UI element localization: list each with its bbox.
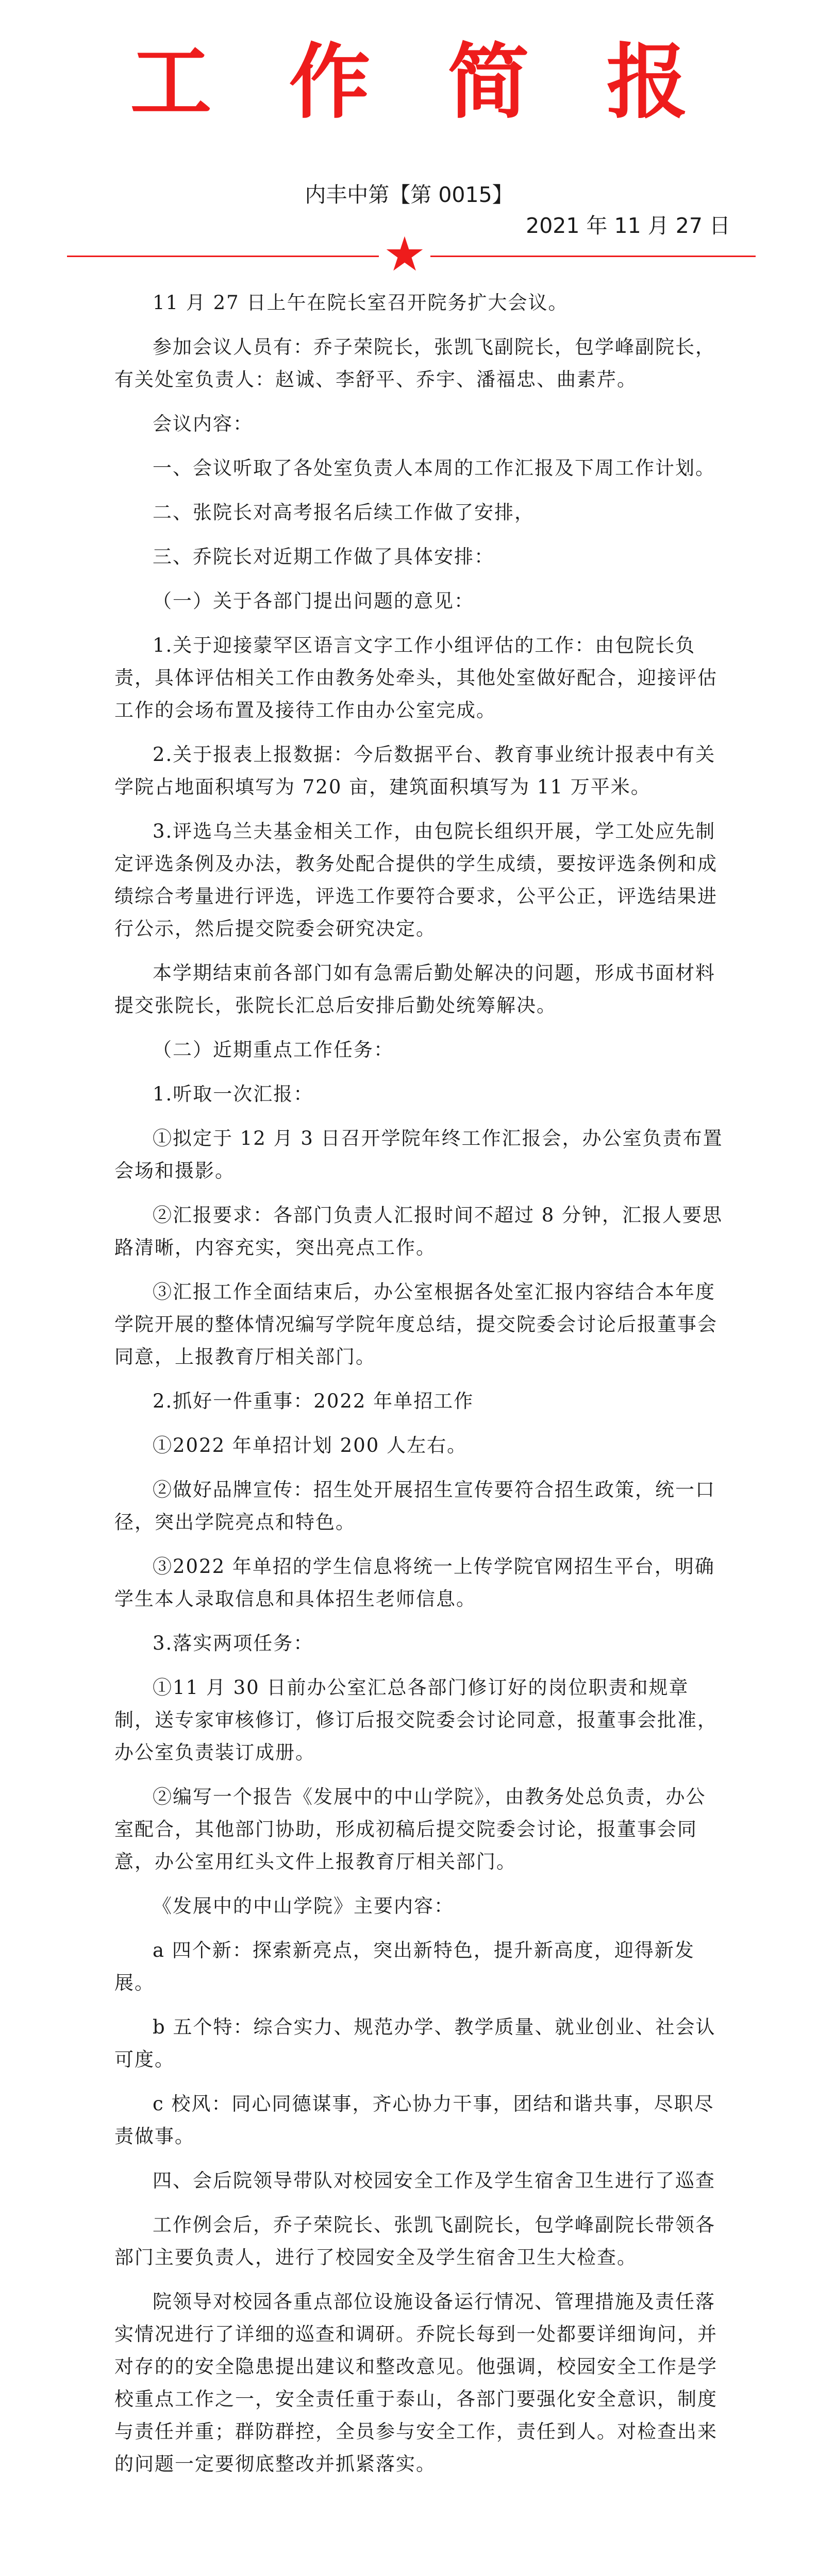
paragraph: ③2022 年单招的学生信息将统一上传学院官网招生平台，明确学生本人录取信息和具体招生老师信息。 xyxy=(114,1555,715,1610)
paragraph: 参加会议人员有：乔子荣院长，张凯飞副院长，包学峰副院长，有关处室负责人：赵诚、李舒平、乔宇、潘福忠、曲素芹。 xyxy=(114,336,715,391)
paragraph: ①2022 年单招计划 200 人左右。 xyxy=(153,1434,468,1456)
issue-number: 内丰中第【第 0015】 xyxy=(305,182,513,207)
paragraph: 一、会议听取了各处室负责人本周的工作汇报及下周工作计划。 xyxy=(153,457,715,479)
paragraph: ①拟定于 12 月 3 日召开学院年终工作汇报会，办公室负责布置会场和摄影。 xyxy=(114,1127,723,1182)
red-star-icon: ★ xyxy=(379,229,430,280)
paragraph: ②汇报要求：各部门负责人汇报时间不超过 8 分钟，汇报人要思路清晰，内容充实，突出亮点工作。 xyxy=(114,1204,723,1259)
paragraph: ③汇报工作全面结束后，办公室根据各处室汇报内容结合本年度学院开展的整体情况编写学院年度总结，提交院委会讨论后报董事会同意，上报教育厅相关部门。 xyxy=(114,1281,717,1368)
paragraph: c 校风：同心同德谋事，齐心协力干事，团结和谐共事，尽职尽责做事。 xyxy=(114,2093,714,2147)
paragraph: 院领导对校园各重点部位设施设备运行情况、管理措施及责任落实情况进行了详细的巡查和调研。乔院长每到一处都要详细询问，并对存的的安全隐患提出建议和整改意见。他强调，校园安全工作是学校重点工作之一，安全责任重于泰山，各部门要强化安全意识，制度与责任并重；群防群控，全员参与安全工作，责任到人。对检查出来的问题一定要彻底整改并抓紧落实。 xyxy=(114,2291,717,2475)
paragraph: 1.关于迎接蒙罕区语言文字工作小组评估的工作：由包院长负责，具体评估相关工作由教务处牵头，其他处室做好配合，迎接评估工作的会场布置及接待工作由办公室完成。 xyxy=(114,634,717,721)
paragraph: 1.听取一次汇报： xyxy=(153,1083,314,1105)
paragraph: a 四个新：探索新亮点，突出新特色，提升新高度，迎得新发展。 xyxy=(114,1939,695,1994)
paragraph: 2.关于报表上报数据：今后数据平台、教育事业统计报表中有关学院占地面积填写为 720 亩，建筑面积填写为 11 万平米。 xyxy=(114,743,716,798)
paragraph: 本学期结束前各部门如有急需后勤处解决的问题，形成书面材料提交张院长，张院长汇总后安排后勤处统筹解决。 xyxy=(114,962,715,1016)
paragraph: 工作例会后，乔子荣院长、张凯飞副院长，包学峰副院长带领各部门主要负责人，进行了校园安全及学生宿舍卫生大检查。 xyxy=(114,2214,715,2268)
paragraph: 2.抓好一件重事：2022 年单招工作 xyxy=(153,1390,474,1412)
paragraph: 会议内容： xyxy=(153,413,253,435)
paragraph: 四、会后院领导带队对校园安全工作及学生宿舍卫生进行了巡查 xyxy=(153,2170,715,2192)
paragraph: ②编写一个报告《发展中的中山学院》，由教务处总负责，办公室配合，其他部门协助，形成初稿后提交院委会讨论，报董事会同意，办公室用红头文件上报教育厅相关部门。 xyxy=(114,1786,706,1873)
paragraph: 三、乔院长对近期工作做了具体安排： xyxy=(153,546,494,568)
paragraph: b 五个特：综合实力、规范办学、教学质量、就业创业、社会认可度。 xyxy=(114,2016,716,2071)
paragraph: 3.落实两项任务： xyxy=(153,1632,314,1654)
paragraph: 二、张院长对高考报名后续工作做了安排， xyxy=(153,501,535,523)
paragraph: （一）关于各部门提出问题的意见： xyxy=(153,590,474,612)
paragraph: 11 月 27 日上午在院长室召开院务扩大会议。 xyxy=(153,292,569,314)
paragraph: ②做好品牌宣传：招生处开展招生宣传要符合招生政策，统一口径，突出学院亮点和特色。 xyxy=(114,1479,715,1533)
masthead-title: 工作简报 xyxy=(130,35,765,130)
paragraph: 3.评选乌兰夫基金相关工作，由包院长组织开展，学工处应先制定评选条例及办法，教务处配合提供的学生成绩，要按评选条例和成绩综合考量进行评选，评选工作要符合要求，公平公正，评选结果进行公示，然后提交院委会研究决定。 xyxy=(114,820,717,940)
briefing-body xyxy=(114,286,724,2492)
paragraph: 《发展中的中山学院》主要内容： xyxy=(153,1895,454,1917)
issue-date: 2021 年 11 月 27 日 xyxy=(526,213,730,238)
paragraph: （二）近期重点工作任务： xyxy=(153,1039,394,1061)
paragraph: ①11 月 30 日前办公室汇总各部门修订好的岗位职责和规章制，送专家审核修订，修订后报交院委会讨论同意，报董事会批准，办公室负责装订成册。 xyxy=(114,1676,717,1764)
